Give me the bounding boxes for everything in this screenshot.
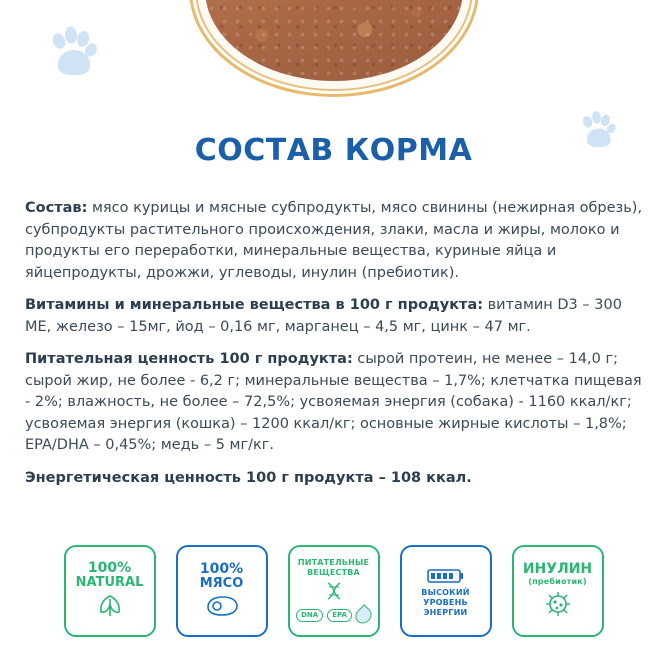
paragraph-composition xyxy=(25,198,643,284)
leaf-icon xyxy=(95,593,125,619)
badge-nutrients-line2: ВЕЩЕСТВА xyxy=(307,568,360,577)
composition-text-block xyxy=(25,198,643,489)
badge-tag-dna: DNA xyxy=(296,609,323,622)
paragraph-composition-text: мясо курицы и мясные субпродукты, мясо свинины (нежирная обрезь), субпродукты растительного происхождения, злаки, масла и жиры, молоко и продукты его переработки, минеральные вещества, куриные яйца и яйцепродукты, дрожжи, углеводы, инулин (пребиотик). xyxy=(25,200,643,281)
microbe-icon xyxy=(543,590,573,618)
food-texture xyxy=(205,0,463,81)
badge-nutrients-line1: ПИТАТЕЛЬНЫЕ xyxy=(297,558,370,567)
dog-food-bowl-photo xyxy=(0,0,667,100)
badge-energy-line1: ВЫСОКИЙ xyxy=(421,588,470,597)
dna-drop-icon xyxy=(321,581,347,601)
paragraph-nutrition-text: сырой протеин, не менее – 14,0 г; сырой жир, не более - 6,2 г; минеральные вещества – 1,7%; клетчатка пищевая - 2%; влажность, не более – 72,5%; усвояемая энергия (собака) - 1160 ккал/кг; усвояемая энергия (кошка) – 1200 ккал/кг; основные жирные кислоты – 1,8%; EPA/DHA – 0,45%; медь – 5 мг/кг. xyxy=(25,351,642,453)
badge-nutrients-tags xyxy=(296,607,371,624)
badge-natural-percent: 100% xyxy=(87,559,132,576)
badge-energy-line3: ЭНЕРГИИ xyxy=(423,608,468,617)
battery-icon xyxy=(426,567,466,585)
paragraph-composition-label: Состав: xyxy=(25,200,88,216)
badge-meat-percent: 100% xyxy=(199,560,244,577)
drop-icon xyxy=(352,604,375,627)
paragraph-vitamins xyxy=(25,295,643,338)
badge-nutrients xyxy=(288,545,380,637)
badge-inulin-subtitle: (пребиотик) xyxy=(528,576,587,586)
meat-steak-icon xyxy=(204,594,240,618)
badge-natural-label: NATURAL xyxy=(75,574,144,590)
paragraph-nutrition-label: Питательная ценность 100 г продукта: xyxy=(25,351,353,367)
badge-energy-line2: УРОВЕНЬ xyxy=(423,598,468,607)
paragraph-energy-value-text: – 108 ккал. xyxy=(373,469,472,486)
page-title: СОСТАВ КОРМА xyxy=(194,133,473,168)
badge-inulin xyxy=(512,545,604,637)
bowl-outer-ring xyxy=(189,0,479,97)
badge-row xyxy=(0,545,667,637)
badge-meat xyxy=(176,545,268,637)
paragraph-energy-value xyxy=(25,468,643,490)
badge-energy xyxy=(400,545,492,637)
paw-print-icon xyxy=(46,25,100,79)
badge-tag-epa: EPA xyxy=(327,609,352,622)
paragraph-nutrition xyxy=(25,349,643,457)
badge-inulin-title: ИНУЛИН xyxy=(522,560,593,577)
badge-natural xyxy=(64,545,156,637)
paragraph-energy-value-label: Энергетическая ценность 100 г продукта xyxy=(25,469,374,486)
food-pate xyxy=(205,0,463,81)
badge-meat-label: МЯСО xyxy=(199,575,244,591)
bowl-rim xyxy=(195,0,473,91)
paragraph-vitamins-label: Витамины и минеральные вещества в 100 г продукта: xyxy=(25,297,484,313)
paragraph-vitamins-text: витамин D3 – 300 МЕ, железо – 15мг, йод – 0,16 мг, марганец – 4,5 мг, цинк – 47 мг. xyxy=(25,297,622,335)
